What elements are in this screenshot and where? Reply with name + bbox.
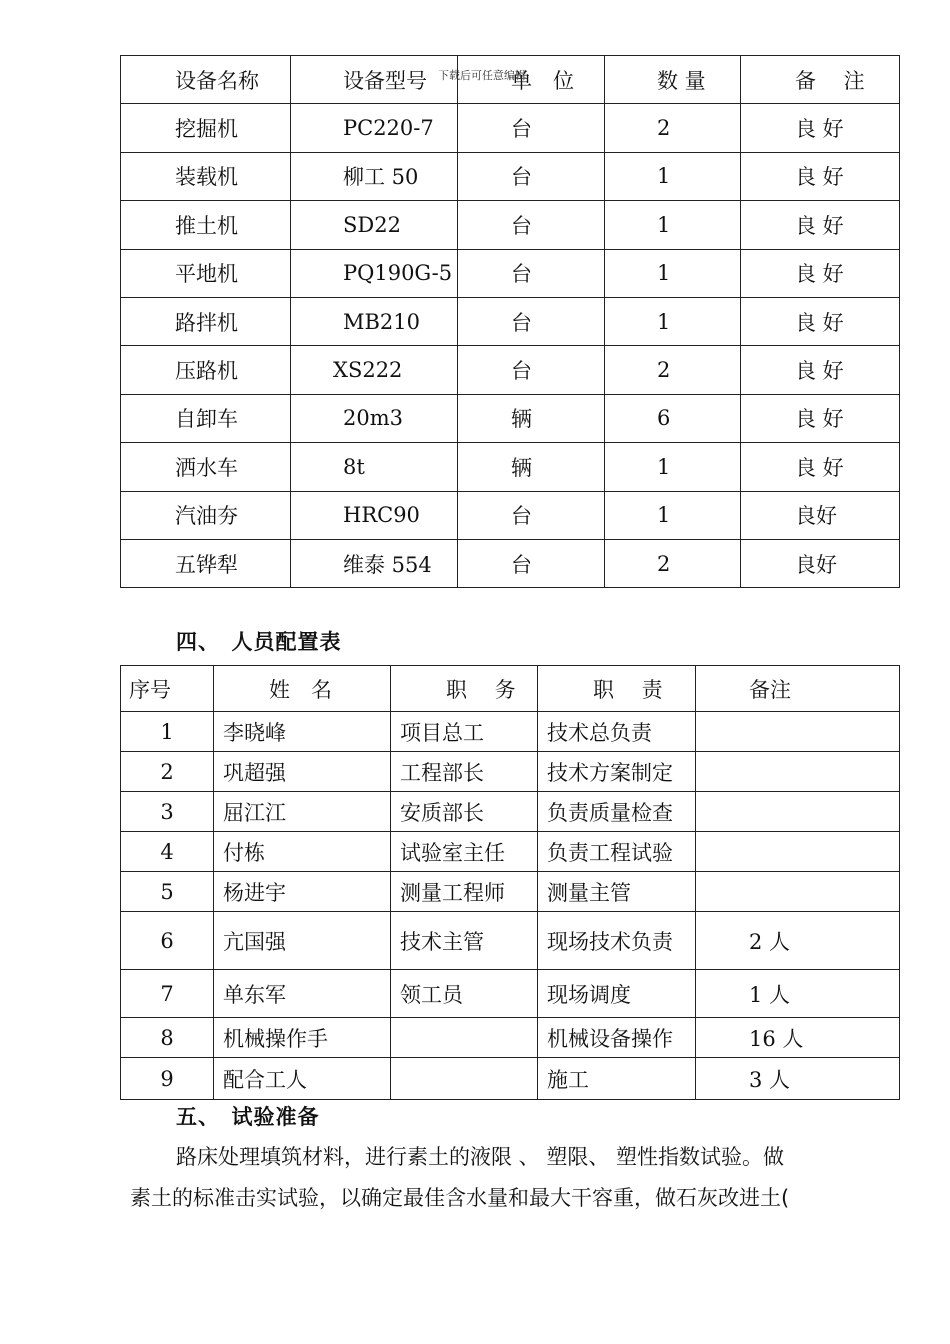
equipment-unit-cell: 台 [458,491,605,539]
staff-position-cell: 技术主管 [391,912,538,970]
staff-position-cell [391,1058,538,1100]
equipment-row [121,201,900,249]
watermark-text: 下载后可任意编辑 [438,69,526,82]
staff-row [121,792,900,832]
staff-row [121,872,900,912]
staff-duty-cell: 施工 [538,1058,696,1100]
staff-position-cell: 安质部长 [391,792,538,832]
staff-note-cell: 1 人 [696,970,900,1018]
equipment-qty-cell: 1 [605,249,741,297]
equipment-qty-cell: 1 [605,152,741,200]
equipment-name-cell: 装载机 [121,152,291,200]
equipment-qty-cell: 1 [605,443,741,491]
equipment-qty-cell: 6 [605,394,741,442]
equipment-unit-cell: 辆 [458,394,605,442]
equipment-note-cell: 良 好 [741,104,900,152]
staff-note-cell [696,832,900,872]
staff-position-cell [391,1018,538,1058]
staff-index-cell: 1 [121,712,214,752]
equipment-row [121,249,900,297]
staff-note-cell: 2 人 [696,912,900,970]
staff-duty-cell: 技术总负责 [538,712,696,752]
equipment-model-cell: PQ190G-5 [291,249,458,297]
equipment-row [121,152,900,200]
staff-position-cell: 试验室主任 [391,832,538,872]
equipment-row [121,539,900,587]
staff-duty-cell: 测量主管 [538,872,696,912]
equipment-note-cell: 良好 [741,491,900,539]
staff-row [121,1018,900,1058]
staff-name-cell: 亢国强 [214,912,391,970]
staff-row [121,712,900,752]
staff-header-staff-index: 序号 [121,666,214,712]
equipment-qty-cell: 2 [605,104,741,152]
staff-row [121,912,900,970]
equipment-model-cell: MB210 [291,297,458,345]
equipment-model-cell: 维泰 554 [291,539,458,587]
equipment-header-equipment-model: 设备型号 [291,56,458,104]
equipment-name-cell: 洒水车 [121,443,291,491]
staff-note-cell [696,792,900,832]
equipment-row [121,491,900,539]
staff-name-cell: 屈江江 [214,792,391,832]
equipment-note-cell: 良 好 [741,443,900,491]
equipment-note-cell: 良 好 [741,346,900,394]
equipment-model-cell: 20m3 [291,394,458,442]
staff-note-cell [696,752,900,792]
equipment-unit-cell: 辆 [458,443,605,491]
equipment-name-cell: 压路机 [121,346,291,394]
staff-name-cell: 李晓峰 [214,712,391,752]
section5-title: 五、 试验准备 [176,1105,320,1129]
staff-duty-cell: 现场技术负责 [538,912,696,970]
equipment-qty-cell: 1 [605,491,741,539]
equipment-unit-cell: 台 [458,104,605,152]
staff-name-cell: 单东军 [214,970,391,1018]
equipment-name-cell: 五铧犁 [121,539,291,587]
equipment-row [121,104,900,152]
equipment-header-equipment-note: 备 注 [741,56,900,104]
staff-header-staff-name: 姓 名 [214,666,391,712]
equipment-note-cell: 良 好 [741,152,900,200]
equipment-qty-cell: 2 [605,346,741,394]
section4-title: 四、 人员配置表 [176,630,342,654]
equipment-name-cell: 挖掘机 [121,104,291,152]
staff-row [121,970,900,1018]
equipment-table [120,55,900,588]
equipment-unit-cell: 台 [458,539,605,587]
equipment-qty-cell: 1 [605,201,741,249]
equipment-note-cell: 良 好 [741,297,900,345]
equipment-row [121,443,900,491]
equipment-name-cell: 汽油夯 [121,491,291,539]
equipment-unit-cell: 台 [458,201,605,249]
equipment-model-cell: HRC90 [291,491,458,539]
staff-row [121,752,900,792]
staff-index-cell: 7 [121,970,214,1018]
staff-name-cell: 配合工人 [214,1058,391,1100]
staff-header-staff-duty: 职 责 [538,666,696,712]
staff-note-cell [696,712,900,752]
staff-header-row [121,666,900,712]
staff-duty-cell: 负责质量检查 [538,792,696,832]
staff-position-cell: 工程部长 [391,752,538,792]
staff-index-cell: 4 [121,832,214,872]
equipment-row [121,297,900,345]
equipment-model-cell: XS222 [291,346,458,394]
equipment-note-cell: 良 好 [741,249,900,297]
staff-header-staff-note: 备注 [696,666,900,712]
equipment-unit-cell: 台 [458,152,605,200]
equipment-row [121,346,900,394]
equipment-qty-cell: 2 [605,539,741,587]
staff-position-cell: 测量工程师 [391,872,538,912]
equipment-row [121,394,900,442]
staff-row [121,832,900,872]
staff-index-cell: 5 [121,872,214,912]
equipment-qty-cell: 1 [605,297,741,345]
paragraph-line-2: 素土的标准击实试验，以确定最佳含水量和最大干容重，做石灰改进土( [130,1186,790,1210]
staff-note-cell: 16 人 [696,1018,900,1058]
staff-duty-cell: 机械设备操作 [538,1018,696,1058]
equipment-name-cell: 推土机 [121,201,291,249]
equipment-model-cell: PC220-7 [291,104,458,152]
equipment-model-cell: 柳工 50 [291,152,458,200]
staff-header-staff-position: 职 务 [391,666,538,712]
equipment-note-cell: 良 好 [741,201,900,249]
staff-name-cell: 付栋 [214,832,391,872]
staff-index-cell: 3 [121,792,214,832]
staff-position-cell: 领工员 [391,970,538,1018]
equipment-name-cell: 路拌机 [121,297,291,345]
equipment-header-equipment-name: 设备名称 [121,56,291,104]
staff-index-cell: 9 [121,1058,214,1100]
staff-duty-cell: 现场调度 [538,970,696,1018]
staff-index-cell: 6 [121,912,214,970]
staff-row [121,1058,900,1100]
staff-name-cell: 杨进宇 [214,872,391,912]
equipment-name-cell: 平地机 [121,249,291,297]
equipment-note-cell: 良好 [741,539,900,587]
staff-name-cell: 巩超强 [214,752,391,792]
staff-index-cell: 2 [121,752,214,792]
staff-name-cell: 机械操作手 [214,1018,391,1058]
staff-note-cell [696,872,900,912]
equipment-model-cell: SD22 [291,201,458,249]
equipment-unit-cell: 台 [458,346,605,394]
staff-table [120,665,900,1100]
equipment-header-equipment-qty: 数 量 [605,56,741,104]
equipment-unit-cell: 台 [458,249,605,297]
staff-duty-cell: 负责工程试验 [538,832,696,872]
staff-duty-cell: 技术方案制定 [538,752,696,792]
equipment-model-cell: 8t [291,443,458,491]
equipment-name-cell: 自卸车 [121,394,291,442]
equipment-note-cell: 良 好 [741,394,900,442]
staff-note-cell: 3 人 [696,1058,900,1100]
equipment-header-equipment-unit: 单 位 [458,56,605,104]
paragraph-line-1: 路床处理填筑材料，进行素土的液限 、 塑限、 塑性指数试验。做 [176,1145,785,1169]
staff-position-cell: 项目总工 [391,712,538,752]
staff-index-cell: 8 [121,1018,214,1058]
equipment-unit-cell: 台 [458,297,605,345]
